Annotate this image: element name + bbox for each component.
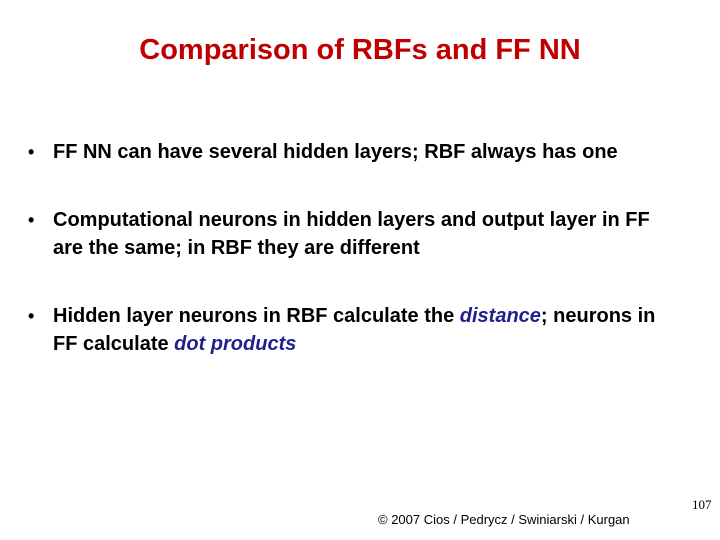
bullet-list xyxy=(28,138,668,358)
emphasis-distance: distance xyxy=(459,305,541,327)
slide-title: Comparison of RBFs and FF NN xyxy=(139,34,581,66)
bullet-item xyxy=(28,138,668,166)
bullet-dot-icon: • xyxy=(28,306,35,326)
bullet-item xyxy=(28,302,668,358)
bullet-text-part: Hidden layer neurons in RBF calculate the xyxy=(53,305,460,327)
bullet-text-part: ; neurons in FF calculate xyxy=(53,305,656,355)
copyright-footer: © 2007 Cios / Pedrycz / Swiniarski / Kurgan xyxy=(378,512,630,527)
page-number: 107 xyxy=(692,497,712,512)
bullet-text: FF NN can have several hidden layers; RBF always has one xyxy=(53,141,618,163)
bullet-dot-icon: • xyxy=(28,210,35,230)
bullet-item xyxy=(28,206,668,262)
bullet-dot-icon: • xyxy=(28,142,35,162)
bullet-text: Computational neurons in hidden layers and output layer in FF are the same; in RBF they are different xyxy=(53,209,650,259)
emphasis-dot-products: dot products xyxy=(174,333,297,355)
